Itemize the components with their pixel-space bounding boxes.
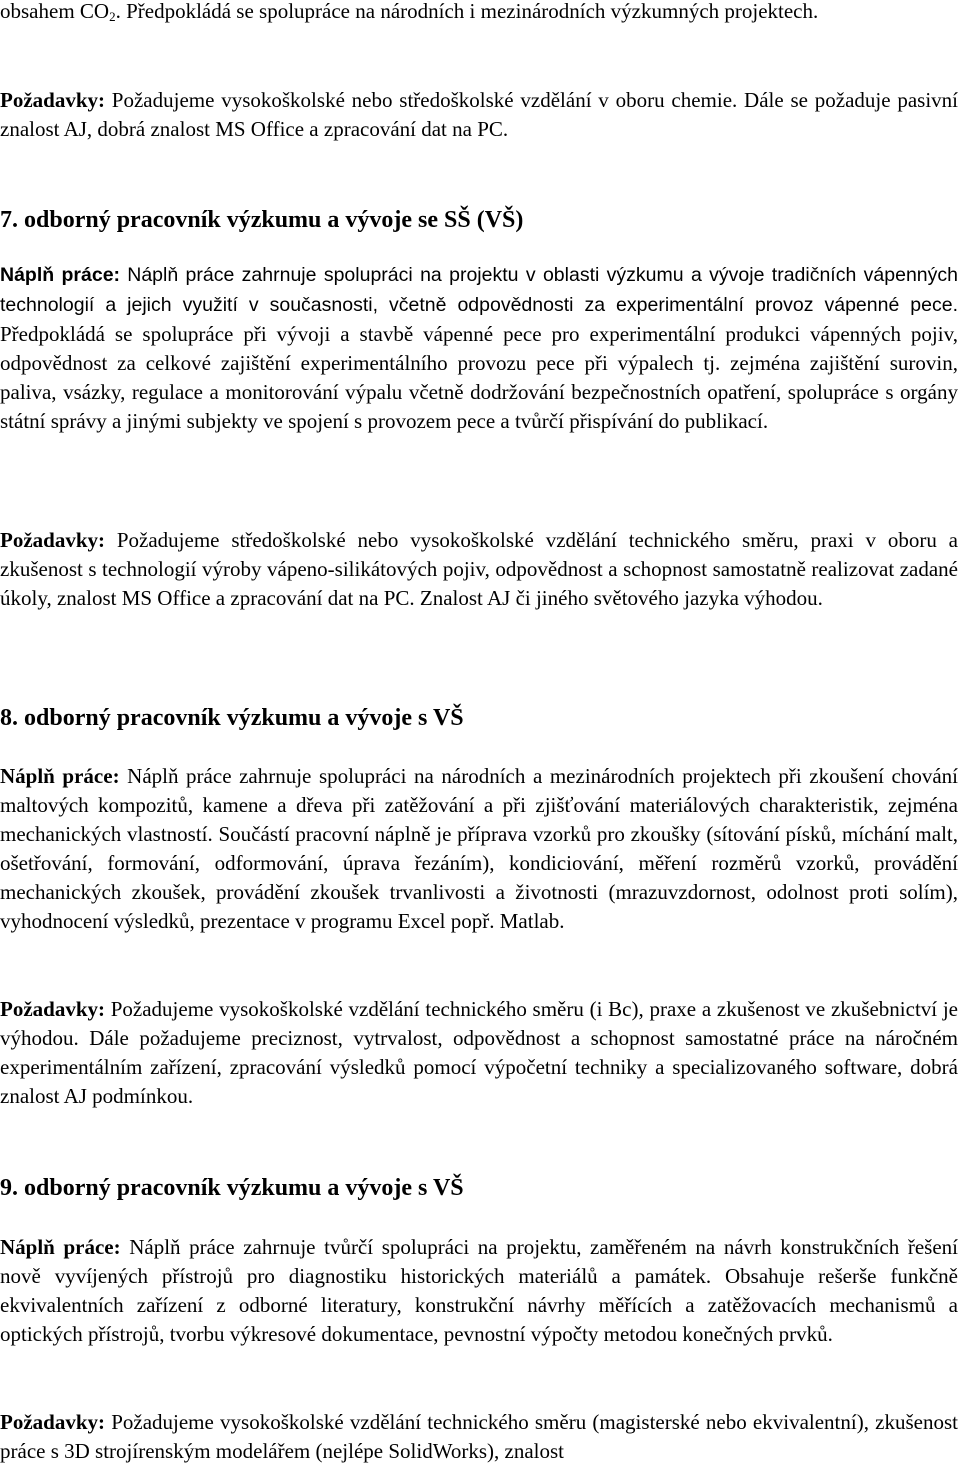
work-label: Náplň práce:	[0, 264, 121, 286]
work-label: Náplň práce:	[0, 764, 120, 788]
intro-requirements	[0, 86, 958, 144]
section-8-heading: 8. odborný pracovník výzkumu a vývoje s VŠ	[0, 705, 464, 731]
section-7-work	[0, 260, 958, 436]
section-8-work	[0, 762, 958, 936]
section-7-heading: 7. odborný pracovník výzkumu a vývoje se SŠ (VŠ)	[0, 207, 524, 233]
section-7-requirements	[0, 526, 958, 613]
co2-subscript: 2	[109, 9, 116, 24]
intro-text-a: obsahem CO	[0, 0, 110, 23]
requirements-label: Požadavky:	[0, 1410, 105, 1434]
intro-paragraph	[0, 0, 958, 26]
work-text: Náplň práce zahrnuje tvůrčí spolupráci na projektu, zaměřeném na návrh konstrukčních řešení nově vyvíjených přístrojů pro diagnostiku historických materiálů a památek. Obsahuje rešerše funkčně ekvivalentních zařízení z odborné literatury, konstrukční návrhy měřících a zatěžovacích mechanismů a optických přístrojů, tvorbu výkresové dokumentace, pevnostní výpočty metodou konečných prvků.	[0, 1235, 958, 1346]
work-text: Náplň práce zahrnuje spolupráci na národních a mezinárodních projektech při zkoušení chování maltových kompozitů, kamene a dřeva při zatěžování a při zjišťování materiálových charakteristik, zejména mechanických vlastností. Součástí pracovní náplně je příprava vzorků pro zkoušky (sítování písků, míchání malt, ošetřování, formování, odformování, úprava řezáním), kondiciování, měření rozměrů vzorků, provádění mechanických zkoušek, provádění zkoušek trvanlivosti a životnosti (mrazuvzdornost, odolnost proti solím), vyhodnocení výsledků, prezentace v programu Excel popř. Matlab.	[0, 764, 958, 933]
intro-text-b: . Předpokládá se spolupráce na národních i mezinárodních výzkumných projektech.	[115, 0, 819, 23]
work-text-sans: Náplň práce zahrnuje spolupráci na projektu v oblasti výzkumu a vývoje tradičních vápenných technologií a jejich využití v současnosti, včetně odpovědnosti za experimentální provoz vápenné pece.	[0, 264, 958, 316]
requirements-label: Požadavky:	[0, 528, 105, 552]
requirements-label: Požadavky:	[0, 997, 105, 1021]
requirements-text: Požadujeme středoškolské nebo vysokoškolské vzdělání technického směru, praxi v oboru a zkušenost s technologií výroby vápeno-silikátových pojiv, odpovědnost a schopnost samostatně realizovat zadané úkoly, znalost MS Office a zpracování dat na PC. Znalost AJ či jiného světového jazyka výhodou.	[0, 528, 959, 610]
requirements-label: Požadavky:	[0, 88, 105, 112]
section-9-work	[0, 1233, 958, 1349]
section-9-heading: 9. odborný pracovník výzkumu a vývoje s VŠ	[0, 1175, 464, 1201]
section-9-requirements	[0, 1408, 958, 1466]
work-text-serif: Předpokládá se spolupráce při vývoji a stavbě vápenné pece pro experimentální produkci vápenných pojiv, odpovědnost za celkové zajištění experimentálního provozu pece při výpalech tj. zejména zajištění surovin, paliva, vsázky, regulace a monitorování výpalu včetně dodržování bezpečnostních opatření, spolupráce s orgány státní správy a jinými subjekty ve spojení s provozem pece a tvůrčí přispívání do publikací.	[0, 322, 958, 433]
requirements-text: Požadujeme vysokoškolské vzdělání technického směru (i Bc), praxe a zkušenost ve zkušebnictví je výhodou. Dále požadujeme preciznost, vytrvalost, odpovědnost a schopnost samostatné práce na náročném experimentálním zařízení, zpracování výsledků pomocí výpočetní techniky a specializovaného software, dobrá znalost AJ podmínkou.	[0, 997, 959, 1108]
work-label: Náplň práce:	[0, 1235, 121, 1259]
section-8-requirements	[0, 995, 958, 1111]
requirements-text: Požadujeme vysokoškolské nebo středoškolské vzdělání v oboru chemie. Dále se požaduje pasivní znalost AJ, dobrá znalost MS Office a zpracování dat na PC.	[0, 88, 959, 141]
requirements-text: Požadujeme vysokoškolské vzdělání technického směru (magisterské nebo ekvivalentní), zkušenost práce s 3D strojírenským modelářem (nejlépe SolidWorks), znalost	[0, 1410, 958, 1463]
